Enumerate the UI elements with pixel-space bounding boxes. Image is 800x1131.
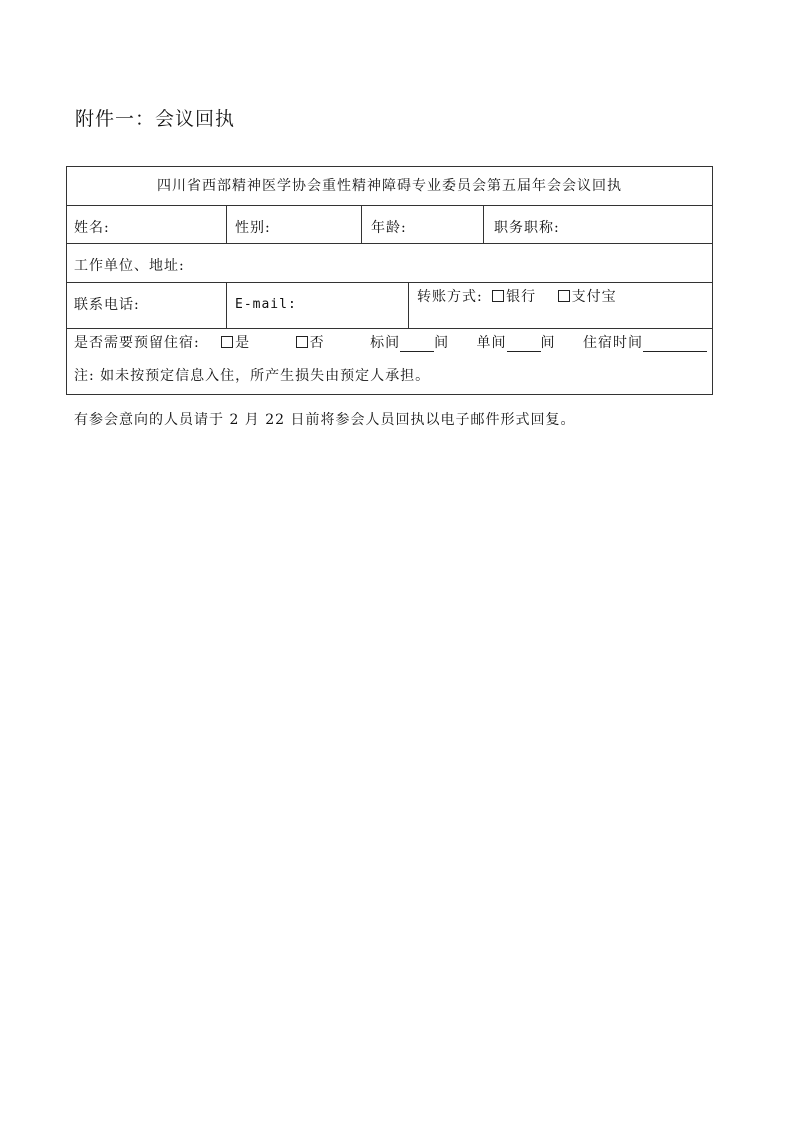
name-field[interactable]: 姓名:	[74, 220, 110, 236]
column-divider	[226, 282, 227, 328]
unit-address-field[interactable]: 工作单位、地址:	[74, 258, 185, 274]
row-divider	[67, 328, 712, 329]
column-divider	[483, 205, 484, 243]
standard-room-unit: 间	[434, 335, 450, 351]
bank-checkbox[interactable]	[492, 290, 504, 302]
lodging-yes-label: 是	[235, 335, 251, 351]
form-title: 四川省西部精神医学协会重性精神障碍专业委员会第五届年会会议回执	[157, 178, 622, 194]
alipay-option-label: 支付宝	[571, 289, 617, 305]
meeting-reply-form	[66, 166, 713, 395]
lodging-no-label: 否	[309, 335, 325, 351]
single-room-unit: 间	[540, 335, 556, 351]
bank-option-label: 银行	[506, 289, 537, 305]
column-divider	[361, 205, 362, 243]
single-room-label: 单间	[476, 335, 507, 351]
transfer-method	[417, 288, 617, 306]
lodging-label: 是否需要预留住宿:	[74, 335, 200, 351]
lodging-note: 注: 如未按预定信息入住，所产生损失由预定人承担。	[74, 368, 431, 384]
stay-time-blank[interactable]	[643, 337, 707, 352]
standard-room-label: 标间	[370, 335, 401, 351]
age-field[interactable]: 年龄:	[371, 220, 407, 236]
gender-field[interactable]: 性别:	[235, 220, 271, 236]
lodging-row	[74, 334, 707, 352]
row-divider	[67, 205, 712, 206]
alipay-checkbox[interactable]	[558, 290, 570, 302]
lodging-yes-checkbox[interactable]	[221, 336, 233, 348]
single-room-count-blank[interactable]	[507, 337, 541, 352]
reply-instruction: 有参会意向的人员请于 2 月 22 日前将参会人员回执以电子邮件形式回复。	[74, 412, 576, 428]
stay-time-label: 住宿时间	[582, 335, 643, 351]
email-field[interactable]: E-mail:	[235, 297, 297, 312]
column-divider	[408, 282, 409, 328]
lodging-no-checkbox[interactable]	[296, 336, 308, 348]
transfer-method-label: 转账方式:	[417, 289, 483, 305]
column-divider	[226, 205, 227, 243]
row-divider	[67, 282, 712, 283]
row-divider	[67, 243, 712, 244]
attachment-heading: 附件一：会议回执	[75, 108, 236, 130]
position-title-field[interactable]: 职务职称:	[494, 220, 560, 236]
phone-field[interactable]: 联系电话:	[74, 297, 140, 313]
standard-room-count-blank[interactable]	[400, 337, 434, 352]
